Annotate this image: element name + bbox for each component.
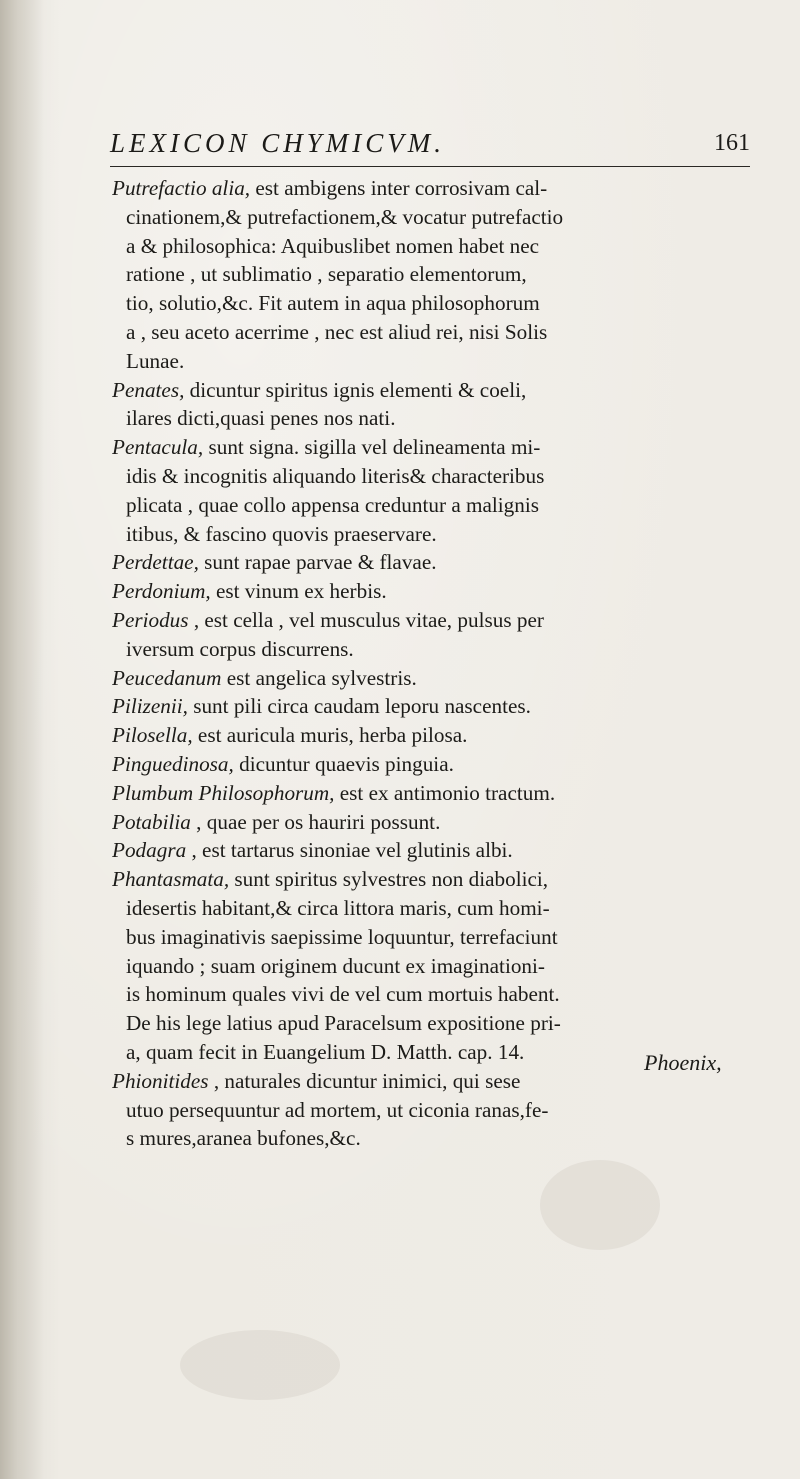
entry-headword: Pilosella, [112,723,193,748]
entry-text: , est cella , vel musculus vitae, pulsus per [193,607,544,632]
entry-text: est angelica sylvestris. [226,665,417,690]
entry-headword: Pinguedinosa, [112,751,234,776]
text-line [112,606,772,635]
entry-text: cinationem,& putrefactionem,& vocatur putrefactio [126,204,564,229]
entry-text: , naturales dicuntur inimici, qui sese [213,1068,521,1093]
entry-text: plicata , quae collo appensa creduntur a malignis [126,492,540,517]
entry-headword: Pentacula, [112,435,204,460]
text-line [112,289,772,318]
entry-text: is hominum quales vivi de vel cum mortuis habent. [126,982,560,1007]
text-line [112,347,772,376]
text-line [112,952,772,981]
entry-headword: Perdonium, [112,579,211,604]
text-line [112,491,772,520]
entry-text: est ambigens inter corrosivam cal- [255,176,548,200]
text-line [112,260,772,289]
text-line [112,1096,772,1125]
text-line [112,462,772,491]
entry-text: , quae per os hauriri possunt. [196,809,441,834]
paper-stain [180,1330,340,1400]
entry-text: ilares dicti,quasi penes nos nati. [126,406,396,431]
entry-text: sunt pili circa caudam leporu nascentes. [193,694,531,719]
catchword: Phoenix, [644,1050,722,1075]
text-line [112,865,772,894]
entry-text: tio, solutio,&c. Fit autem in aqua philosophorum [126,291,540,316]
text-line [112,692,772,721]
text-line [112,1124,772,1153]
entry-text: idis & incognitis aliquando literis& characteribus [126,463,545,488]
entry-text: iversum corpus discurrens. [126,636,354,661]
entry-headword: Potabilia [112,809,191,834]
text-line [112,404,772,433]
entry-headword: Podagra [112,838,187,863]
entry-text: sunt rapae parvae & flavae. [204,550,437,575]
entry-text: Lunae. [126,348,185,373]
entry-text: dicuntur quaevis pinguia. [239,751,454,776]
text-line [112,980,772,1009]
text-line [112,635,772,664]
entry-text: ratione , ut sublimatio , separatio elementorum, [126,262,527,287]
entry-headword: Perdettae, [112,550,199,575]
entry-text: a, quam fecit in Euangelium D. Matth. cap. 14. [126,1039,525,1064]
running-head [110,126,750,167]
entry-text: bus imaginativis saepissime loquuntur, terrefaciunt [126,924,558,949]
entry-text: , est tartarus sinoniae vel glutinis albi. [191,838,513,863]
entry-headword: Putrefactio alia, [112,176,251,200]
text-line [112,1009,772,1038]
entry-headword: Peucedanum [112,665,222,690]
entry-text: De his lege latius apud Paracelsum expositione pri- [126,1011,561,1036]
text-line [112,577,772,606]
text-line [112,721,772,750]
entry-text: sunt signa. sigilla vel delineamenta mi- [208,435,541,460]
dictionary-entries [112,174,772,1153]
entry-text: iquando ; suam originem ducunt ex imaginationi- [126,953,545,978]
text-line [112,433,772,462]
page-number: 161 [714,130,750,156]
entry-text: sunt spiritus sylvestres non diabolici, [234,867,549,892]
text-line [112,808,772,837]
text-line [112,548,772,577]
text-line [112,376,772,405]
entry-headword: Penates, [112,377,185,402]
entry-text: dicuntur spiritus ignis elementi & coeli, [189,377,527,402]
text-line [112,520,772,549]
running-title: LEXICON CHYMICVM. [110,128,446,158]
entry-headword: Periodus [112,607,189,632]
entry-text: a , seu aceto acerrime , nec est aliud rei, nisi Solis [126,319,548,344]
page-gutter-shadow [0,0,44,1479]
entry-headword: Pilizenii, [112,694,188,719]
entry-text: est ex antimonio tractum. [339,780,556,805]
entry-text: idesertis habitant,& circa littora maris, cum homi- [126,895,550,920]
entry-text: est vinum ex herbis. [215,579,387,604]
entry-text: est auricula muris, herba pilosa. [197,723,468,748]
text-line [112,750,772,779]
entry-text: a & philosophica: Aquibuslibet nomen habet nec [126,233,540,258]
text-line [112,664,772,693]
text-line [112,203,772,232]
entry-text: itibus, & fascino quovis praeservare. [126,521,437,546]
entry-text: s mures,aranea bufones,&c. [126,1126,361,1151]
text-line [112,923,772,952]
text-line [112,894,772,923]
text-line [112,836,772,865]
entry-headword: Phantasmata, [112,867,230,892]
text-line [112,318,772,347]
text-line [112,174,772,203]
text-line [112,232,772,261]
text-line [112,779,772,808]
entry-headword: Phionitides [112,1068,209,1093]
entry-text: utuo persequuntur ad mortem, ut ciconia ranas,fe- [126,1097,549,1122]
paper-stain [540,1160,660,1250]
entry-headword: Plumbum Philosophorum, [112,780,335,805]
